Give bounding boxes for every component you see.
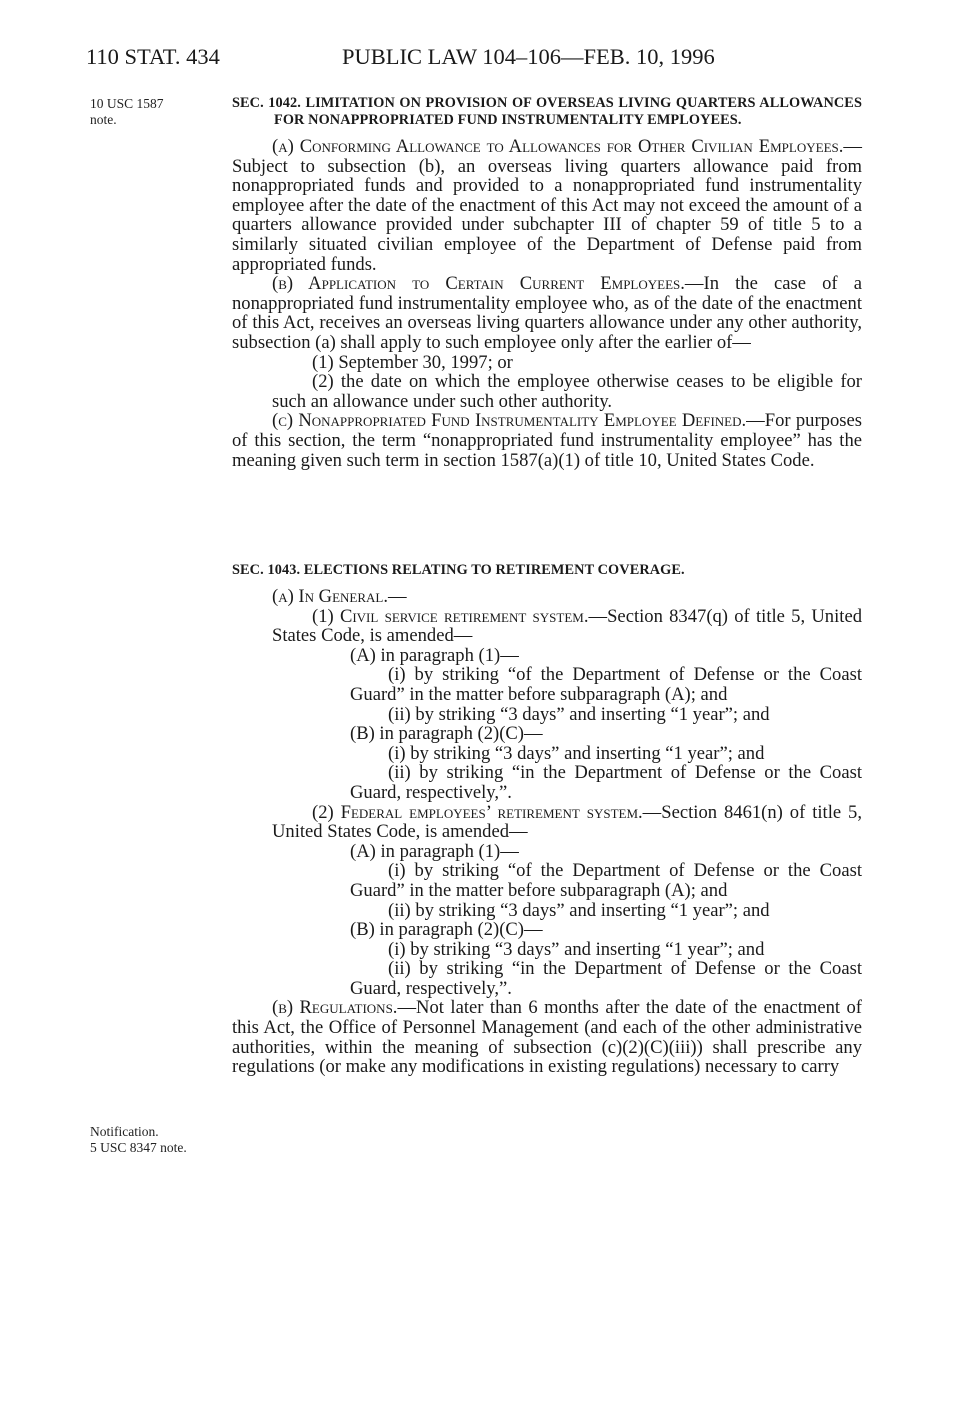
clause-ii: (ii) by striking “in the Department of Defense or the Coast Guard, respectively,”.	[350, 958, 862, 999]
clause-i: (i) by striking “3 days” and inserting “1 year”; and	[388, 938, 765, 960]
paragraph-text: —Section 8347(q) of title 5, United States Code, is amended—	[272, 605, 862, 647]
public-law-title: PUBLIC LAW 104–106—FEB. 10, 1996	[342, 44, 715, 69]
subsection-heading: (a) Conforming Allowance to Allowances for Other Civilian Employees.	[272, 136, 844, 157]
subparagraph-A: (A) in paragraph (1)—	[350, 644, 519, 666]
subsection-a	[232, 137, 862, 274]
paragraph-text: —Section 8461(n) of title 5, United States Code, is amended—	[272, 801, 862, 843]
margin-note-line: note.	[90, 112, 117, 127]
subsection-heading: (a) In General.	[272, 586, 388, 607]
margin-note-line: 10 USC 1587	[90, 96, 164, 111]
heading-dash: —	[388, 586, 407, 607]
clause-i: (i) by striking “of the Department of Defense or the Coast Guard” in the matter before subparagraph (A); and	[350, 860, 862, 901]
clause-ii: (ii) by striking “3 days” and inserting “1 year”; and	[388, 703, 770, 725]
paragraph-b1: (1) September 30, 1997; or	[312, 351, 513, 373]
section-title: SEC. 1043. ELECTIONS RELATING TO RETIREMENT COVERAGE.	[232, 562, 685, 578]
subsection-a	[232, 587, 862, 607]
paragraph-heading: (2) Federal employees’ retirement system.	[312, 801, 643, 823]
subparagraph-B: (B) in paragraph (2)(C)—	[350, 919, 543, 941]
paragraph-heading: (1) Civil service retirement system.	[312, 605, 589, 627]
paragraph-1	[232, 607, 862, 646]
subsection-b	[232, 998, 862, 1076]
paragraph-b2	[232, 372, 862, 411]
margin-note-usc	[90, 96, 164, 128]
margin-note-notification	[90, 1124, 187, 1156]
subsection-heading: (b) Application to Certain Current Employees.	[272, 273, 685, 295]
subsection-heading: (b) Regulations.	[272, 997, 398, 1019]
subsection-text: —In the case of a nonappropriated fund instrumentality employee who, as of the date of the enactment of this Act, receives an overseas living quarters allowance under any other authority, subsection (a) shall apply to such employee only after the earlier of—	[232, 273, 862, 353]
subsection-b	[232, 274, 862, 352]
margin-note-line: Notification.	[90, 1124, 159, 1139]
paragraph-text: (2) the date on which the employee otherwise ceases to be eligible for such an allowance under such other authority.	[272, 371, 862, 412]
margin-note-line: 5 USC 8347 note.	[90, 1140, 187, 1155]
section-title: SEC. 1042. LIMITATION ON PROVISION OF OVERSEAS LIVING QUARTERS ALLOWANCES FOR NONAPPROPRIATED FUND INSTRUMENTALITY EMPLOYEES.	[232, 95, 862, 128]
subparagraph-A: (A) in paragraph (1)—	[350, 840, 519, 862]
subsection-c	[232, 411, 862, 470]
clause-i: (i) by striking “of the Department of Defense or the Coast Guard” in the matter before subparagraph (A); and	[350, 664, 862, 705]
subsection-text: —For purposes of this section, the term “nonappropriated fund instrumentality employee” has the meaning given such term in section 1587(a)(1) of title 10, United States Code.	[232, 410, 862, 471]
clause-ii: (ii) by striking “3 days” and inserting “1 year”; and	[388, 899, 770, 921]
clause-i: (i) by striking “3 days” and inserting “1 year”; and	[388, 742, 765, 764]
paragraph-2	[232, 803, 862, 842]
subsection-heading: (c) Nonappropriated Fund Instrumentality Employee Defined.	[272, 410, 747, 432]
section-1042	[232, 95, 862, 470]
subsection-text: —Subject to subsection (b), an overseas living quarters allowance paid from nonappropriated funds and provided to a nonappropriated fund instrumentality employee after the date of the enactment of this Act may not exceed the amount of a quarters allowance provided under subchapter III of chapter 59 of title 5 to a similarly situated civilian employee of the Department of Defense paid from appropriated funds.	[232, 136, 862, 275]
stat-page: 110 STAT. 434	[86, 44, 220, 69]
subparagraph-B: (B) in paragraph (2)(C)—	[350, 723, 543, 745]
section-1043	[232, 562, 862, 1077]
subsection-text: —Not later than 6 months after the date of the enactment of this Act, the Office of Personnel Management (and each of the other administrative authorities, within the meaning of subsection (c)(2)(C)(iii)) shall prescribe any regulations (or make any modifications in existing regulations) necessary to carry	[232, 997, 862, 1078]
clause-ii: (ii) by striking “in the Department of Defense or the Coast Guard, respectively,”.	[350, 762, 862, 803]
